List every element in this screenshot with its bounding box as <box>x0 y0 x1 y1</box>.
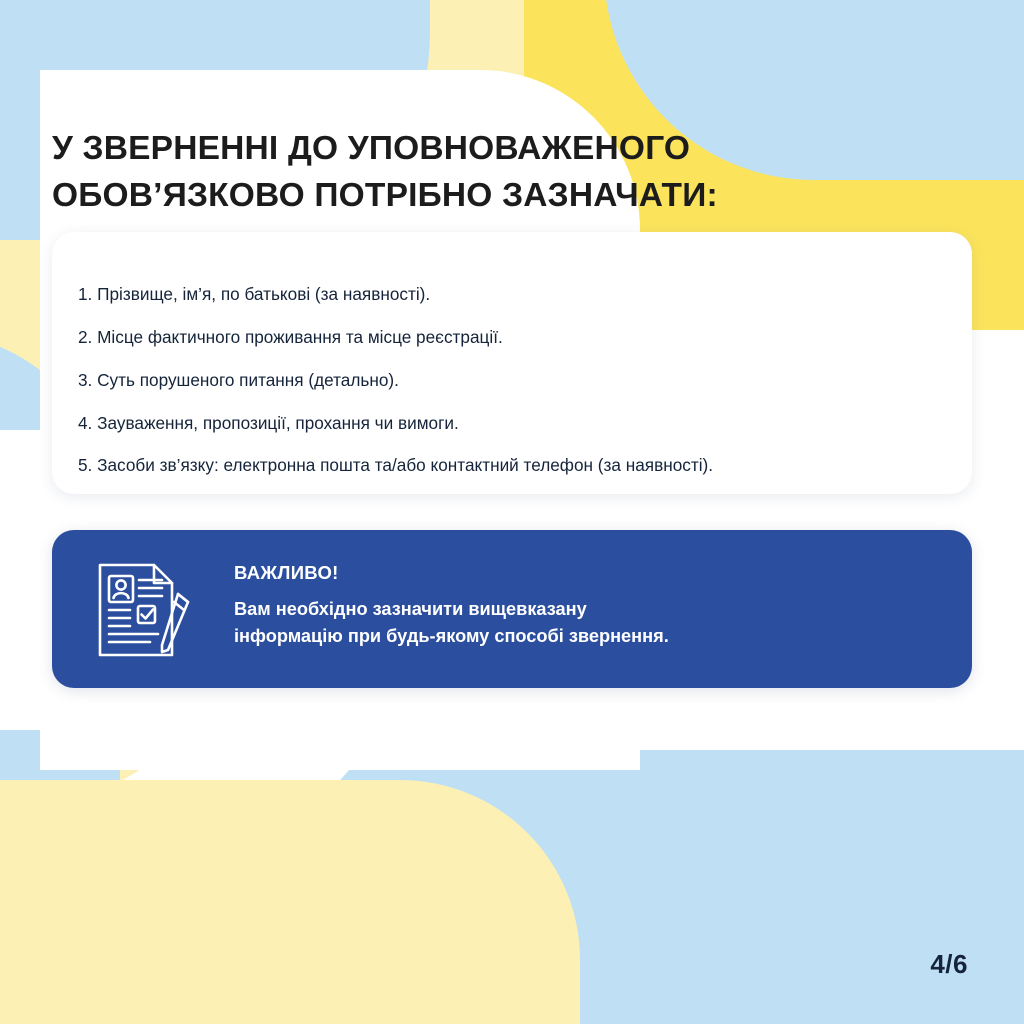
important-note-title: ВАЖЛИВО! <box>234 562 339 583</box>
list-item: 2. Місце фактичного проживання та місце реєстрації. <box>78 326 503 347</box>
important-note-line-1: Вам необхідно зазначити вищевказану <box>234 599 587 619</box>
important-note-text <box>234 562 944 651</box>
document-with-pen-icon <box>92 560 198 660</box>
list-item: 5. Засоби зв’язку: електронна пошта та/або контактний телефон (за наявності). <box>78 455 714 476</box>
important-note-line-2: інформацію при будь-якому способі звернення. <box>234 626 669 647</box>
list-item: 4. Зауваження, пропозиції, прохання чи вимоги. <box>78 412 459 433</box>
page-title: У ЗВЕРНЕННІ ДО УПОВНОВАЖЕНОГО ОБОВ’ЯЗКОВО ПОТРІБНО ЗАЗНАЧАТИ: <box>52 130 718 214</box>
list-item: 3. Суть порушеного питання (детально). <box>78 369 399 390</box>
requirements-list <box>78 283 958 497</box>
list-item: 1. Прізвище, ім’я, по батькові (за наявності). <box>78 284 431 304</box>
page-number: 4/6 <box>930 949 968 979</box>
